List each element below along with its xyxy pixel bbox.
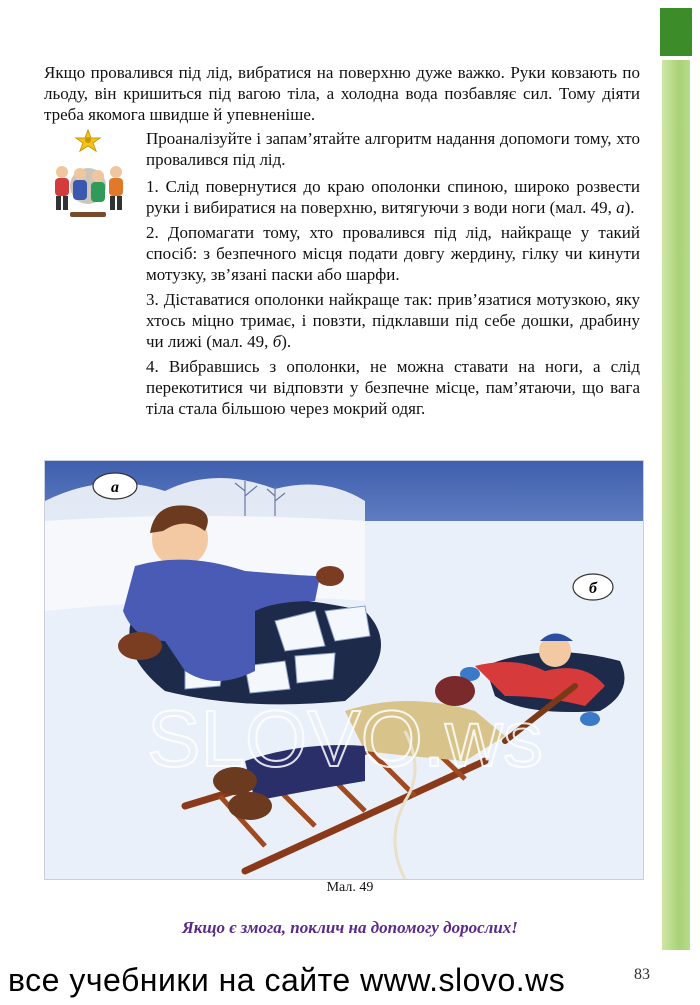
page-number: 83 — [634, 966, 650, 983]
figure-watermark: SLOVO.ws — [147, 694, 543, 783]
side-tab — [660, 8, 692, 56]
side-bar — [662, 60, 690, 950]
algorithm-section — [146, 128, 640, 423]
warning-text: Якщо є змога, поклич на допомогу дорослих! — [182, 918, 518, 937]
intro-paragraph — [44, 62, 640, 125]
ice-rescue-illustration — [44, 460, 644, 880]
step-1: 1. Слід повернутися до краю ополонки спиною, широко розвести руки і вибиратися на поверхню, витягуючи з води ноги (мал. 49, а). — [146, 177, 640, 217]
figure-label-a: а — [111, 479, 119, 496]
step-2: 2. Допомагати тому, хто провалився під лід, найкраще у такий спосіб: з безпечного місця подати довгу жердину, гілку чи кинути мотузку, зв’язані паски або шарфи. — [146, 223, 640, 284]
children-group-icon — [40, 128, 136, 224]
step-4: 4. Вибравшись з ополонки, не можна ставати на ноги, а слід перекотитися чи відповзти у безпечне місце, пам’ятаючи, що вага тіла стала більшою через мокрий одяг. — [146, 357, 640, 418]
figure-caption: Мал. 49 — [326, 880, 374, 895]
lead-text: Проаналізуйте і запам’ятайте алгоритм надання допомоги тому, хто провалився під лід. — [146, 129, 640, 169]
step-3: 3. Діставатися ополонки найкраще так: прив’язатися мотузкою, яку хтось міцно тримає, і повзти, підклавши під себе дошки, драбину чи лижі (мал. 49, б). — [146, 290, 641, 351]
figure-label-b: б — [589, 580, 597, 597]
intro-text: Якщо провалився під лід, вибратися на поверхню дуже важко. Руки ковзають по льоду, він кришиться під вагою тіла, а холодна вода позбавляє сил. Тому діяти треба якомога швидше й упевненіше. — [44, 63, 640, 124]
footer-text[interactable]: все учебники на сайте www.slovo.ws — [8, 962, 566, 998]
